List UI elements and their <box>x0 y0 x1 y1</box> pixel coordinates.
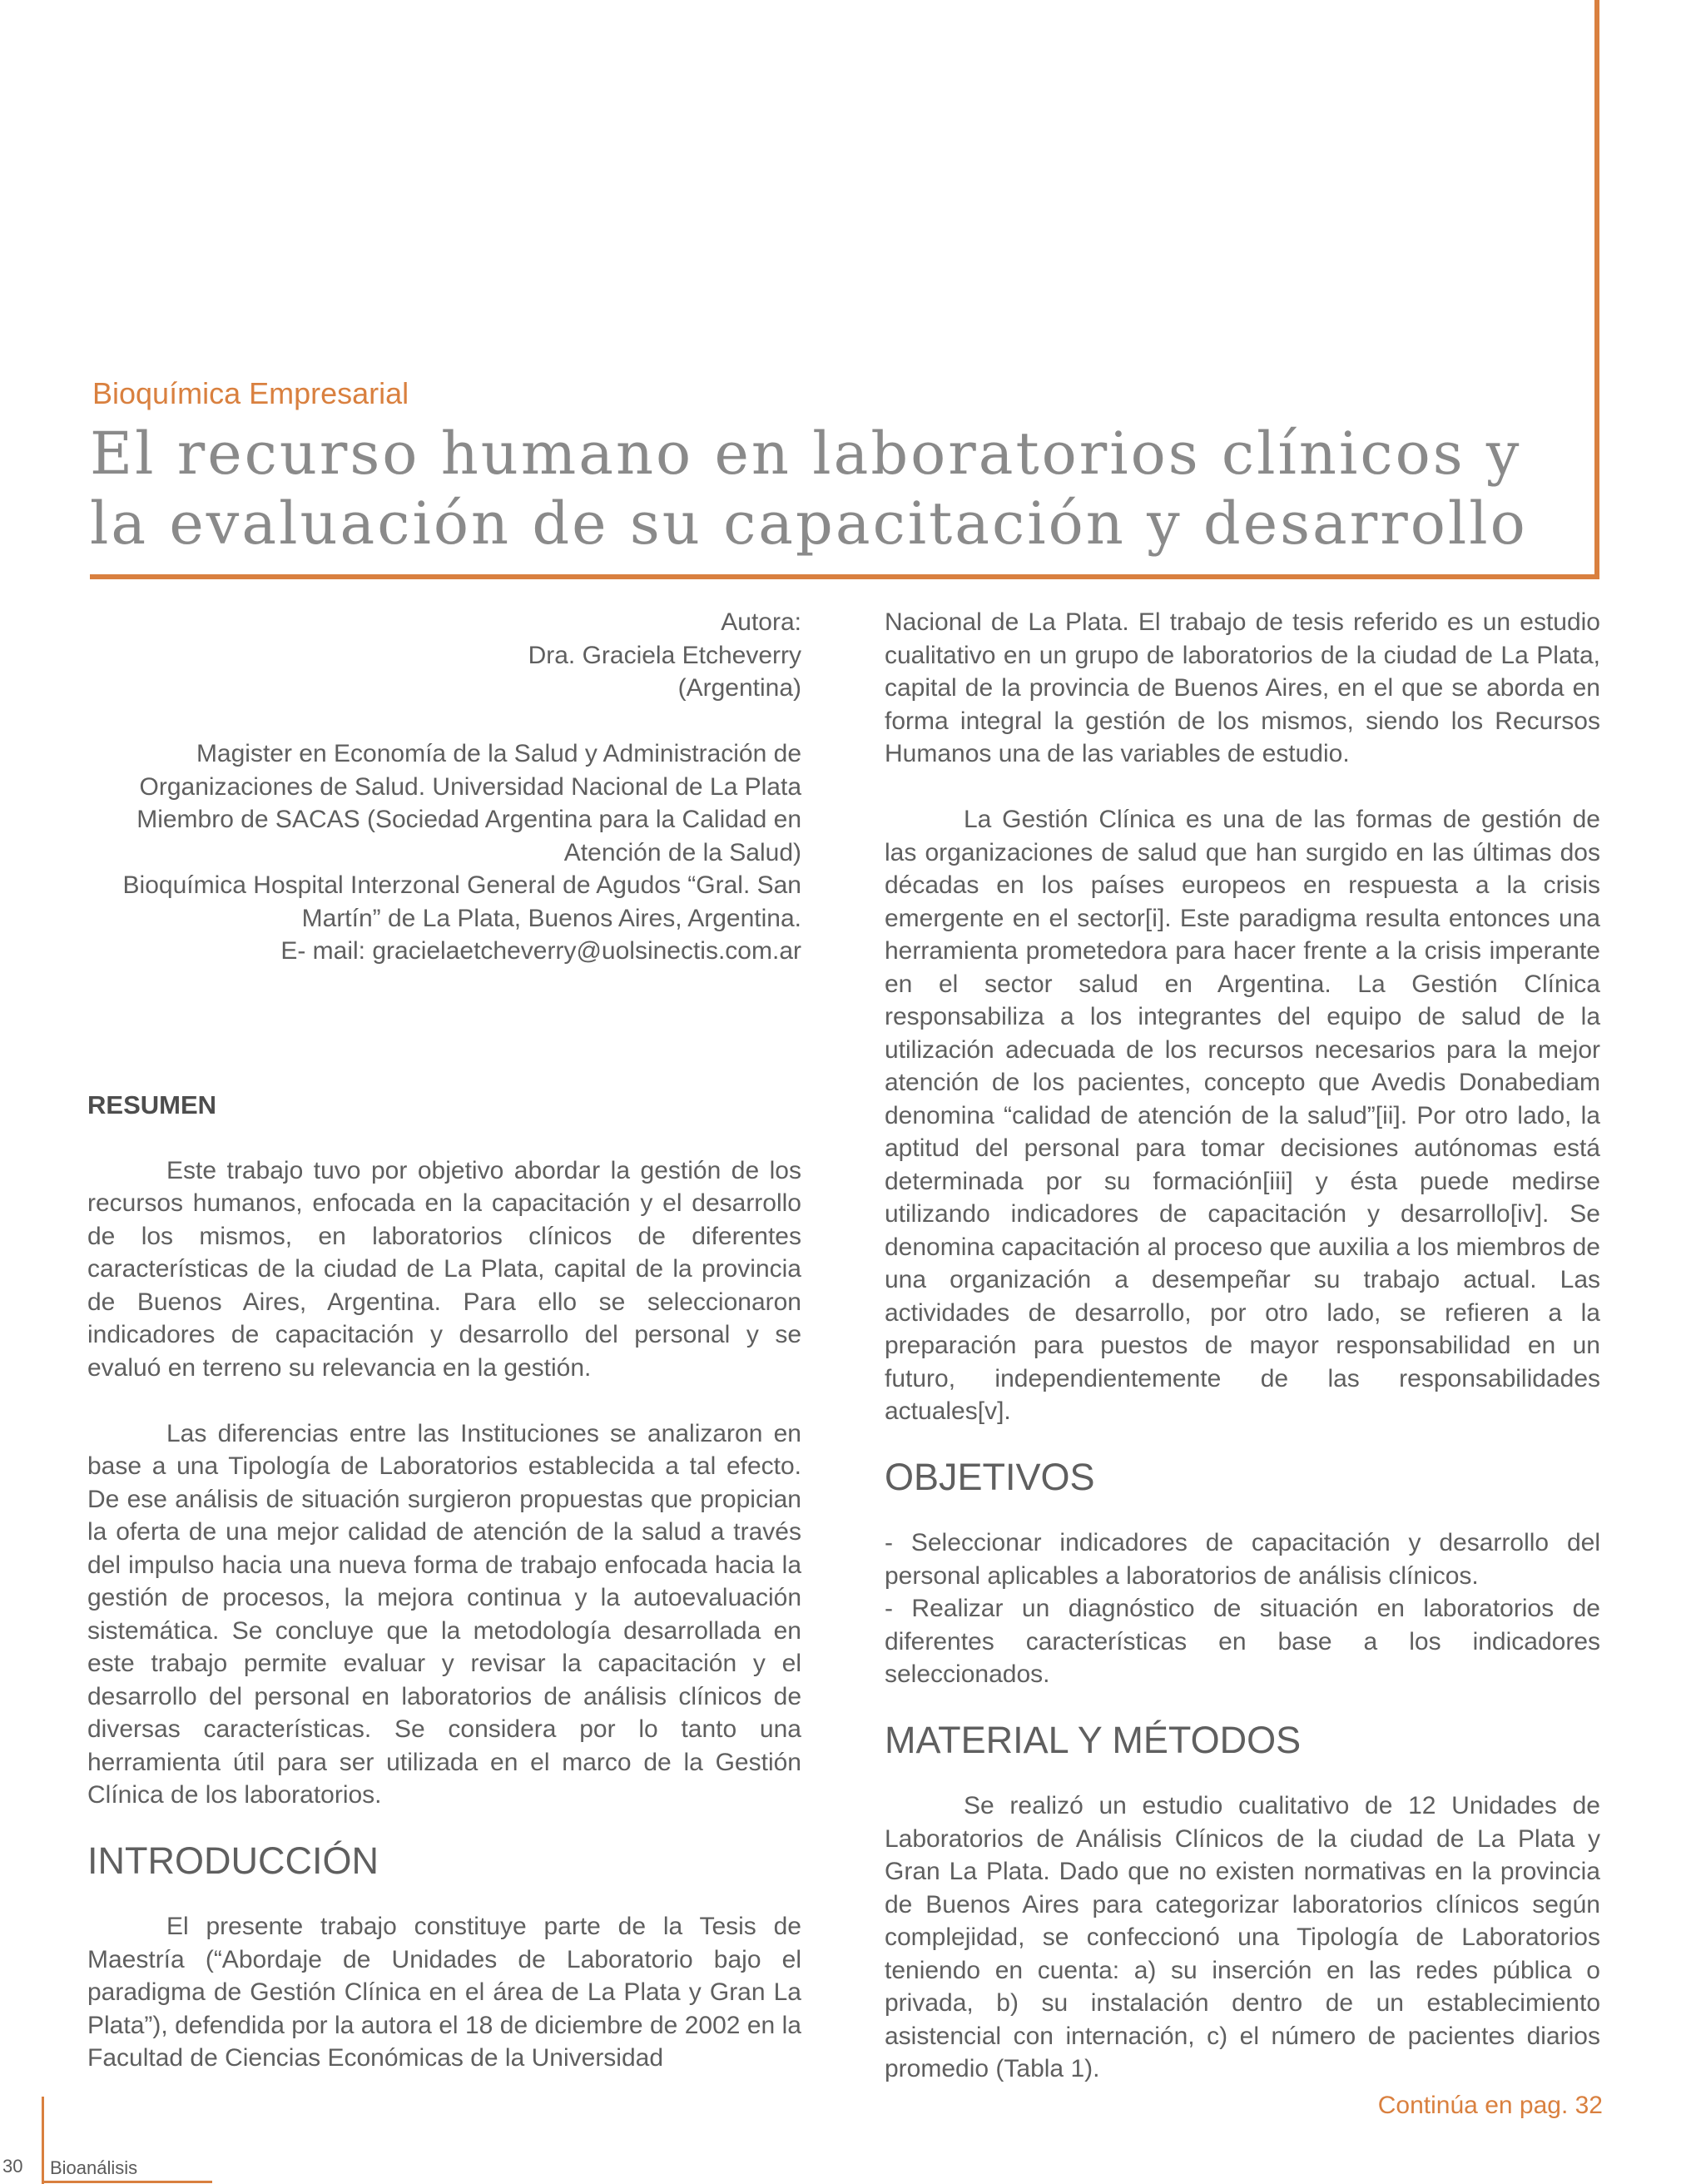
author-affiliation: Magister en Economía de la Salud y Administración de Organizaciones de Salud. Universidad Nacional de La Plata <box>139 740 801 801</box>
section-label: Bioquímica Empresarial <box>92 376 409 410</box>
footer-horizontal-rule <box>42 2181 212 2183</box>
introduccion-paragraph-1: El presente trabajo constituye parte de la Tesis de Maestría (“Abordaje de Unidades de Laboratorio bajo el paradigma de Gestión Clínica en el área de La Plata y Gran La Plata”), defendida por la autora el 18 de diciembre de 2002 en la Facultad de Ciencias Económicas de la Universidad <box>87 1913 801 2072</box>
metodos-heading: MATERIAL Y MÉTODOS <box>885 1719 1302 1761</box>
resumen-heading: RESUMEN <box>87 1090 217 1119</box>
resumen-paragraph-2: Las diferencias entre las Instituciones se analizaron en base a una Tipología de Laboratorios establecida a tal efecto. De ese análisis de situación surgieron propuestas que propician la oferta de una mejor calidad de atención de la salud a través del impulso hacia una nueva forma de trabajo enfocada hacia la gestión de procesos, la mejora continua y la autoevaluación sistemática. Se concluye que la metodología desarrollada en este trabajo permite evaluar y revisar la capacitación y el desarrollo del personal en laboratorios de análisis clínicos de diversas características. Se considera por lo tanto una herramienta útil para ser utilizada en el marco de la Gestión Clínica de los laboratorios. <box>87 1419 801 1809</box>
author-country: (Argentina) <box>677 674 801 702</box>
frame-right-rule <box>1594 0 1599 579</box>
introduccion-paragraph-1-continued: Nacional de La Plata. El trabajo de tesis referido es un estudio cualitativo en un grupo de laboratorios de la ciudad de La Plata, capital de la provincia de Buenos Aires, en el que se aborda en forma integral la gestión de los mismos, siendo los Recursos Humanos una de las variables de estudio. <box>885 608 1600 767</box>
introduccion-heading: INTRODUCCIÓN <box>87 1839 379 1882</box>
title-underline-rule <box>90 574 1599 579</box>
author-label: Autora: <box>721 608 801 636</box>
metodos-paragraph-1: Se realizó un estudio cualitativo de 12 Unidades de Laboratorios de Análisis Clínicos de la ciudad de La Plata y Gran La Plata. Dado que no existen normativas en la provincia de Buenos Aires para categorizar laboratorios clínicos según complejidad, se confeccionó una Tipología de Laboratorios teniendo en cuenta: a) su inserción en las redes pública o privada, b) su instalación dentro de un establecimiento asistencial con internación, c) el número de pacientes diarios promedio (Tabla 1). <box>885 1792 1600 2082</box>
author-membership: Miembro de SACAS (Sociedad Argentina para la Calidad en Atención de la Salud) <box>136 806 801 866</box>
author-block <box>87 606 801 968</box>
objetivos-item-2: - Realizar un diagnóstico de situación en laboratorios de diferentes características en base a los indicadores seleccionados. <box>885 1595 1600 1688</box>
right-column <box>885 606 1600 2086</box>
continued-on-page: Continúa en pag. 32 <box>1377 2092 1603 2119</box>
objetivos-heading: OBJETIVOS <box>885 1456 1095 1498</box>
objetivos-item-1: - Seleccionar indicadores de capacitación y desarrollo del personal aplicables a laboratorios de análisis clínicos. <box>885 1529 1600 1590</box>
article-title <box>90 419 1588 558</box>
author-name: Dra. Graciela Etcheverry <box>528 641 801 669</box>
journal-name: Bioanálisis <box>50 2157 138 2178</box>
title-line-1: El recurso humano en laboratorios clínicos y <box>90 419 1522 488</box>
footer-vertical-rule <box>42 2097 44 2184</box>
author-email: E- mail: gracielaetcheverry@uolsinectis.com.ar <box>280 937 801 965</box>
left-column <box>87 606 801 2075</box>
resumen-paragraph-1: Este trabajo tuvo por objetivo abordar la gestión de los recursos humanos, enfocada en la capacitación y el desarrollo de los mismos, en laboratorios clínicos de diferentes características de la ciudad de La Plata, capital de la provincia de Buenos Aires, Argentina. Para ello se seleccionaron indicadores de capacitación y desarrollo del personal y se evaluó en terreno su relevancia en la gestión. <box>87 1156 801 1382</box>
introduccion-paragraph-2: La Gestión Clínica es una de las formas de gestión de las organizaciones de salud que han surgido en las últimas dos décadas en los países europeos en respuesta a la crisis emergente en el sector[i]. Este paradigma resulta entonces una herramienta prometedora para hacer frente a la crisis imperante en el sector salud en Argentina. La Gestión Clínica responsabiliza a los integrantes del equipo de salud de la utilización adecuada de los recursos necesarios para la mejor atención de los pacientes, concepto que Avedis Donabediam denomina “calidad de atención de la salud”[ii]. Por otro lado, la aptitud del personal para tomar decisiones autónomas está determinada por su formación[iii] y ésta puede medirse utilizando indicadores de capacitación y desarrollo[iv]. Se denomina capacitación al proceso que auxilia a los miembros de una organización a desempeñar su trabajo actual. Las actividades de desarrollo, por otro lado, se refieren a la preparación para puestos de mayor responsabilidad en un futuro, independientemente de las responsabilidades actuales[v]. <box>885 806 1600 1425</box>
author-workplace: Bioquímica Hospital Interzonal General de Agudos “Gral. San Martín” de La Plata, Buenos Aires, Argentina. <box>122 871 801 932</box>
page-number: 30 <box>2 2156 23 2177</box>
title-line-2: la evaluación de su capacitación y desarrollo <box>90 489 1528 558</box>
